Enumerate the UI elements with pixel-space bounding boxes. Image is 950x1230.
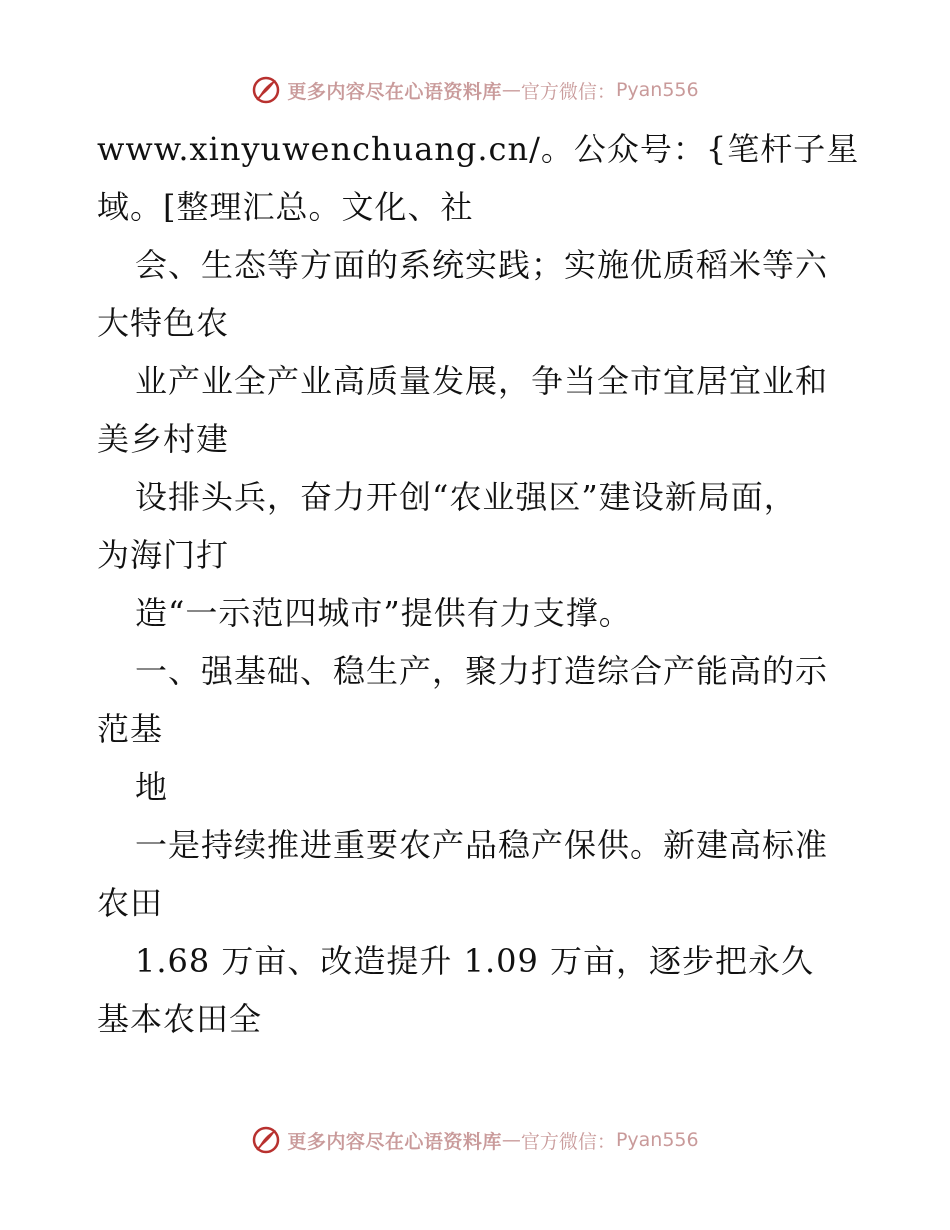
- banner-wechat-label: 官方微信：: [520, 80, 616, 103]
- document-body: [97, 120, 867, 1048]
- body-line: 美乡村建: [97, 420, 230, 458]
- body-line: 地: [135, 768, 169, 806]
- body-line: 一、强基础、稳生产，聚力打造综合产能高的示: [135, 652, 829, 690]
- banner-main-text: 更多内容尽在心语资料库: [287, 80, 502, 103]
- feather-pen-icon: [251, 75, 281, 105]
- body-line: 造“一示范四城市”提供有力支撑。: [135, 594, 632, 632]
- banner-main-text: 更多内容尽在心语资料库: [287, 1130, 502, 1153]
- body-line: 大特色农: [97, 304, 230, 342]
- banner-wechat-id: Pyan556: [615, 1129, 699, 1151]
- footer-banner: [0, 1120, 950, 1160]
- banner-separator: —: [501, 1129, 521, 1151]
- body-line: 1.68 万亩、改造提升 1.09 万亩，逐步把永久: [135, 942, 815, 980]
- body-line: 业产业全产业高质量发展，争当全市宜居宜业和: [135, 362, 829, 400]
- body-line: www.xinyuwenchuang.cn/。公众号：{笔杆子星: [97, 130, 860, 168]
- body-line: 范基: [97, 710, 164, 748]
- body-line: 基本农田全: [97, 1000, 263, 1038]
- banner-wechat-label: 官方微信：: [520, 1130, 616, 1153]
- feather-pen-icon: [251, 1125, 281, 1155]
- banner-separator: —: [501, 79, 521, 101]
- banner-wechat-id: Pyan556: [615, 79, 699, 101]
- header-banner: [0, 70, 950, 110]
- body-line: 设排头兵，奋力开创“农业强区”建设新局面，: [135, 478, 797, 516]
- body-line: 域。[整理汇总。文化、社: [97, 188, 474, 226]
- body-line: 农田: [97, 884, 164, 922]
- body-line: 为海门打: [97, 536, 230, 574]
- body-line: 一是持续推进重要农产品稳产保供。新建高标准: [135, 826, 829, 864]
- body-line: 会、生态等方面的系统实践；实施优质稻米等六: [135, 246, 829, 284]
